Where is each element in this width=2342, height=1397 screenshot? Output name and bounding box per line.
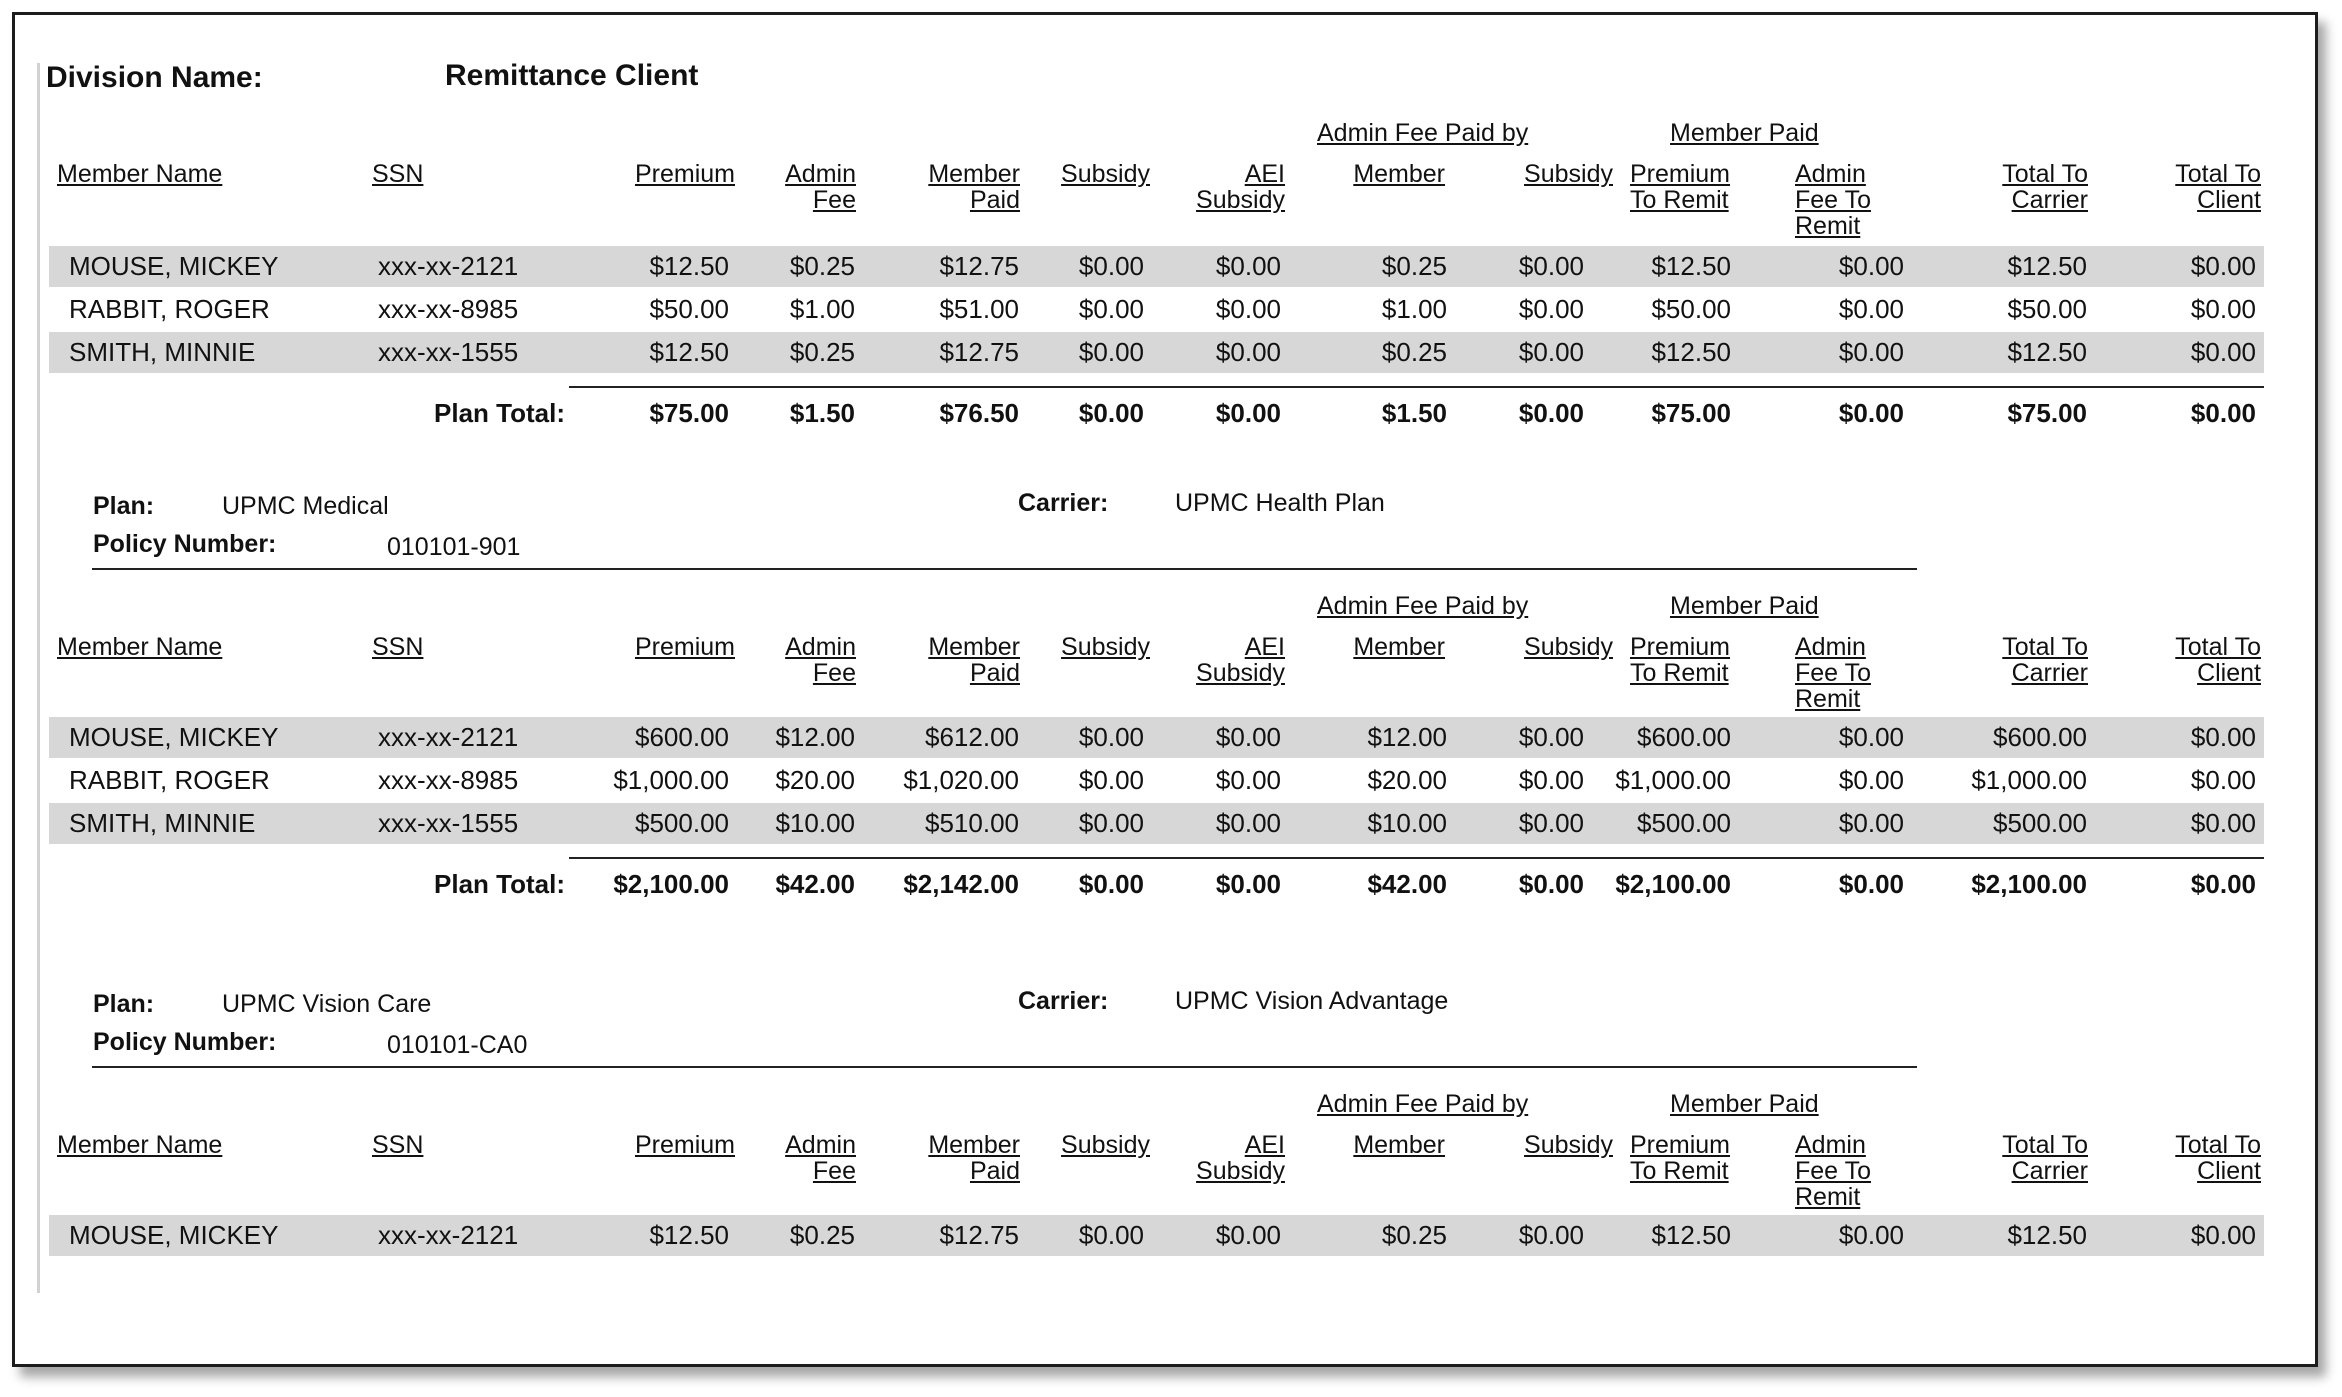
header-line: Subsidy: [1061, 633, 1150, 661]
cell-paid-by-member: $0.25: [1381, 1220, 1447, 1250]
header-line: Premium: [634, 160, 735, 188]
header-line: Fee: [812, 659, 856, 687]
column-header-total-to-carrier: [1955, 161, 2088, 213]
cell-premium: $12.50: [649, 251, 729, 281]
cell-member-name: SMITH, MINNIE: [69, 337, 256, 367]
cell-premium-to-remit: $12.50: [1651, 1220, 1731, 1250]
header-line: Client: [2197, 659, 2261, 687]
policy-number-label: Policy Number:: [93, 1028, 277, 1056]
cell-paid-by-member: $0.25: [1381, 337, 1447, 367]
table-row: [49, 760, 2264, 801]
total-admin-fee: $1.50: [789, 398, 855, 428]
header-line: Premium: [1630, 633, 1731, 661]
header-line: Member: [928, 633, 1020, 661]
total-subsidy: $0.00: [1078, 869, 1144, 899]
cell-admin-fee-to-remit: $0.00: [1838, 808, 1904, 838]
total-premium: $75.00: [649, 398, 729, 428]
header-line: Subsidy: [1524, 160, 1613, 188]
header-line: Subsidy: [1061, 160, 1150, 188]
column-header-total-to-carrier: [1955, 634, 2088, 686]
header-line: Remit: [1795, 1183, 1861, 1211]
cell-total-to-client: $0.00: [2190, 251, 2256, 281]
cell-admin-fee: $0.25: [789, 1220, 855, 1250]
total-total-to-client: $0.00: [2190, 398, 2256, 428]
cell-aei-subsidy: $0.00: [1215, 294, 1281, 324]
cell-ssn: xxx-xx-2121: [378, 251, 519, 281]
total-paid-by-member: $42.00: [1367, 869, 1447, 899]
column-header-premium-to-remit: [1630, 161, 1780, 213]
column-header-paid-by-member: [1315, 161, 1445, 187]
header-line: Member Name: [57, 160, 223, 188]
cell-admin-fee-to-remit: $0.00: [1838, 765, 1904, 795]
column-header-member-name: [57, 634, 297, 660]
column-header-aei-subsidy: [1165, 634, 1285, 686]
total-subsidy: $0.00: [1078, 398, 1144, 428]
cell-subsidy: $0.00: [1078, 722, 1144, 752]
header-line: Admin: [785, 1131, 856, 1159]
column-header-subsidy: [1025, 634, 1150, 660]
cell-member-paid: $12.75: [939, 337, 1019, 367]
header-line: Total To: [2175, 1131, 2261, 1159]
cell-premium-to-remit: $1,000.00: [1615, 765, 1731, 795]
column-header-total-to-client: [2115, 634, 2261, 686]
table-row: [49, 717, 2264, 758]
cell-premium: $50.00: [649, 294, 729, 324]
header-line: Carrier: [2011, 659, 2088, 687]
cell-paid-by-subsidy: $0.00: [1518, 294, 1584, 324]
cell-total-to-client: $0.00: [2190, 808, 2256, 838]
cell-member-paid: $1,020.00: [903, 765, 1019, 795]
header-line: Admin: [1795, 1131, 1866, 1159]
cell-member-name: MOUSE, MICKEY: [69, 1220, 279, 1250]
cell-paid-by-subsidy: $0.00: [1518, 722, 1584, 752]
header-group-member-paid: Member Paid: [1670, 119, 1819, 147]
plan-name: UPMC Medical: [222, 492, 389, 520]
header-line: Client: [2197, 1157, 2261, 1185]
plan-info-rule: [92, 568, 1917, 570]
total-paid-by-member: $1.50: [1381, 398, 1447, 428]
header-line: Client: [2197, 186, 2261, 214]
header-line: Subsidy: [1524, 1131, 1613, 1159]
column-header-paid-by-member: [1315, 1132, 1445, 1158]
cell-paid-by-subsidy: $0.00: [1518, 1220, 1584, 1250]
total-member-paid: $2,142.00: [903, 869, 1019, 899]
cell-ssn: xxx-xx-8985: [378, 294, 519, 324]
table-row: [49, 332, 2264, 373]
column-header-ssn: [372, 1132, 492, 1158]
header-group-member-paid: Member Paid: [1670, 1090, 1819, 1118]
cell-total-to-client: $0.00: [2190, 294, 2256, 324]
header-line: Member: [1353, 633, 1445, 661]
total-rule: [569, 857, 2264, 859]
total-paid-by-subsidy: $0.00: [1518, 869, 1584, 899]
carrier-label: Carrier:: [1018, 489, 1109, 517]
header-group-member-paid: Member Paid: [1670, 592, 1819, 620]
column-header-admin-fee: [735, 634, 856, 686]
column-header-ssn: [372, 634, 492, 660]
cell-member-paid: $510.00: [925, 808, 1019, 838]
header-line: Premium: [1630, 160, 1731, 188]
header-line: Premium: [634, 633, 735, 661]
header-line: Subsidy: [1524, 633, 1613, 661]
cell-premium: $12.50: [649, 1220, 729, 1250]
column-header-paid-by-subsidy: [1475, 634, 1613, 660]
cell-paid-by-subsidy: $0.00: [1518, 808, 1584, 838]
column-header-premium-to-remit: [1630, 1132, 1780, 1184]
cell-aei-subsidy: $0.00: [1215, 1220, 1281, 1250]
cell-subsidy: $0.00: [1078, 337, 1144, 367]
header-line: AEI: [1244, 1131, 1285, 1159]
column-header-subsidy: [1025, 161, 1150, 187]
plan-name: UPMC Vision Care: [222, 990, 432, 1018]
header-line: Subsidy: [1061, 1131, 1150, 1159]
column-header-member-paid: [875, 1132, 1020, 1184]
cell-subsidy: $0.00: [1078, 808, 1144, 838]
cell-member-name: SMITH, MINNIE: [69, 808, 256, 838]
header-line: Member: [1353, 1131, 1445, 1159]
cell-premium: $500.00: [635, 808, 729, 838]
cell-ssn: xxx-xx-2121: [378, 1220, 519, 1250]
cell-paid-by-subsidy: $0.00: [1518, 765, 1584, 795]
cell-admin-fee-to-remit: $0.00: [1838, 722, 1904, 752]
carrier-name: UPMC Vision Advantage: [1175, 987, 1449, 1015]
header-line: Member Name: [57, 633, 223, 661]
table-row: [49, 246, 2264, 287]
total-admin-fee: $42.00: [775, 869, 855, 899]
cell-member-name: RABBIT, ROGER: [69, 765, 270, 795]
header-line: Total To: [2175, 633, 2261, 661]
cell-aei-subsidy: $0.00: [1215, 808, 1281, 838]
cell-ssn: xxx-xx-2121: [378, 722, 519, 752]
column-header-premium-to-remit: [1630, 634, 1780, 686]
policy-number-label: Policy Number:: [93, 530, 277, 558]
total-aei-subsidy: $0.00: [1215, 398, 1281, 428]
cell-ssn: xxx-xx-1555: [378, 337, 519, 367]
cell-aei-subsidy: $0.00: [1215, 251, 1281, 281]
total-premium-to-remit: $2,100.00: [1615, 869, 1731, 899]
total-total-to-carrier: $2,100.00: [1971, 869, 2087, 899]
cell-paid-by-member: $20.00: [1367, 765, 1447, 795]
header-line: Remit: [1795, 212, 1861, 240]
cell-admin-fee-to-remit: $0.00: [1838, 1220, 1904, 1250]
column-header-admin-fee-to-remit: [1795, 634, 1925, 712]
column-header-total-to-client: [2115, 1132, 2261, 1184]
column-header-premium: [575, 1132, 735, 1158]
column-header-admin-fee: [735, 1132, 856, 1184]
column-header-admin-fee-to-remit: [1795, 161, 1925, 239]
header-line: Fee: [812, 186, 856, 214]
header-line: SSN: [372, 160, 424, 188]
cell-premium-to-remit: $50.00: [1651, 294, 1731, 324]
cell-aei-subsidy: $0.00: [1215, 765, 1281, 795]
column-header-paid-by-subsidy: [1475, 1132, 1613, 1158]
cell-paid-by-subsidy: $0.00: [1518, 337, 1584, 367]
header-line: Fee To: [1795, 1157, 1871, 1185]
cell-admin-fee-to-remit: $0.00: [1838, 251, 1904, 281]
cell-admin-fee-to-remit: $0.00: [1838, 294, 1904, 324]
header-line: Total To: [2002, 160, 2088, 188]
table-row: [49, 803, 2264, 844]
cell-total-to-carrier: $12.50: [2007, 337, 2087, 367]
cell-admin-fee-to-remit: $0.00: [1838, 337, 1904, 367]
cell-aei-subsidy: $0.00: [1215, 337, 1281, 367]
header-line: Member: [928, 1131, 1020, 1159]
carrier-name: UPMC Health Plan: [1175, 489, 1385, 517]
cell-paid-by-member: $0.25: [1381, 251, 1447, 281]
plan-total-label: Plan Total:: [434, 869, 565, 899]
header-line: Premium: [1630, 1131, 1731, 1159]
header-line: Paid: [969, 659, 1020, 687]
cell-member-paid: $51.00: [939, 294, 1019, 324]
cell-premium-to-remit: $12.50: [1651, 251, 1731, 281]
cell-paid-by-member: $1.00: [1381, 294, 1447, 324]
cell-ssn: xxx-xx-1555: [378, 808, 519, 838]
header-line: Fee To: [1795, 659, 1871, 687]
header-line: Admin: [785, 160, 856, 188]
cell-member-paid: $12.75: [939, 1220, 1019, 1250]
cell-total-to-client: $0.00: [2190, 722, 2256, 752]
cell-aei-subsidy: $0.00: [1215, 722, 1281, 752]
column-header-admin-fee: [735, 161, 856, 213]
header-group-admin-fee-paid-by: Admin Fee Paid by: [1317, 1090, 1529, 1118]
cell-total-to-client: $0.00: [2190, 765, 2256, 795]
cell-paid-by-member: $10.00: [1367, 808, 1447, 838]
cell-member-name: MOUSE, MICKEY: [69, 722, 279, 752]
total-admin-fee-to-remit: $0.00: [1838, 398, 1904, 428]
header-line: Total To: [2002, 1131, 2088, 1159]
cell-admin-fee: $10.00: [775, 808, 855, 838]
header-line: AEI: [1244, 160, 1285, 188]
column-header-paid-by-member: [1315, 634, 1445, 660]
total-admin-fee-to-remit: $0.00: [1838, 869, 1904, 899]
cell-premium: $1,000.00: [613, 765, 729, 795]
header-line: Subsidy: [1196, 659, 1285, 687]
header-line: AEI: [1244, 633, 1285, 661]
cell-total-to-carrier: $12.50: [2007, 1220, 2087, 1250]
total-member-paid: $76.50: [939, 398, 1019, 428]
plan-info-rule: [92, 1066, 1917, 1068]
cell-member-name: MOUSE, MICKEY: [69, 251, 279, 281]
cell-premium-to-remit: $500.00: [1637, 808, 1731, 838]
header-line: Member: [928, 160, 1020, 188]
column-header-total-to-client: [2115, 161, 2261, 213]
column-header-total-to-carrier: [1955, 1132, 2088, 1184]
header-line: To Remit: [1630, 1157, 1729, 1185]
total-premium-to-remit: $75.00: [1651, 398, 1731, 428]
cell-admin-fee: $0.25: [789, 337, 855, 367]
total-premium: $2,100.00: [613, 869, 729, 899]
cell-total-to-carrier: $50.00: [2007, 294, 2087, 324]
column-header-premium: [575, 634, 735, 660]
cell-total-to-carrier: $500.00: [1993, 808, 2087, 838]
total-paid-by-subsidy: $0.00: [1518, 398, 1584, 428]
header-group-admin-fee-paid-by: Admin Fee Paid by: [1317, 119, 1529, 147]
cell-member-paid: $612.00: [925, 722, 1019, 752]
plan-label: Plan:: [93, 990, 155, 1018]
header-line: Remit: [1795, 685, 1861, 713]
total-rule: [569, 386, 2264, 388]
header-line: Total To: [2002, 633, 2088, 661]
header-group-admin-fee-paid-by: Admin Fee Paid by: [1317, 592, 1529, 620]
column-header-member-paid: [875, 634, 1020, 686]
cell-paid-by-subsidy: $0.00: [1518, 251, 1584, 281]
header-line: Carrier: [2011, 186, 2088, 214]
cell-total-to-client: $0.00: [2190, 1220, 2256, 1250]
cell-total-to-carrier: $12.50: [2007, 251, 2087, 281]
header-line: SSN: [372, 633, 424, 661]
policy-number: 010101-CA0: [387, 1031, 528, 1059]
cell-total-to-client: $0.00: [2190, 337, 2256, 367]
table-row: [49, 1215, 2264, 1256]
header-line: Paid: [969, 1157, 1020, 1185]
cell-premium: $12.50: [649, 337, 729, 367]
cell-admin-fee: $0.25: [789, 251, 855, 281]
header-line: Subsidy: [1196, 1157, 1285, 1185]
column-header-aei-subsidy: [1165, 161, 1285, 213]
cell-premium-to-remit: $12.50: [1651, 337, 1731, 367]
header-line: Admin: [785, 633, 856, 661]
carrier-label: Carrier:: [1018, 987, 1109, 1015]
header-line: Member: [1353, 160, 1445, 188]
cell-admin-fee: $12.00: [775, 722, 855, 752]
division-label: Division Name:: [46, 61, 263, 94]
header-line: To Remit: [1630, 186, 1729, 214]
header-line: Carrier: [2011, 1157, 2088, 1185]
header-line: Member Name: [57, 1131, 223, 1159]
column-header-member-paid: [875, 161, 1020, 213]
plan-label: Plan:: [93, 492, 155, 520]
policy-number: 010101-901: [387, 533, 521, 561]
cell-premium-to-remit: $600.00: [1637, 722, 1731, 752]
column-header-ssn: [372, 161, 492, 187]
total-total-to-carrier: $75.00: [2007, 398, 2087, 428]
header-line: Fee: [812, 1157, 856, 1185]
report-page: [12, 12, 2318, 1367]
cell-member-name: RABBIT, ROGER: [69, 294, 270, 324]
cell-ssn: xxx-xx-8985: [378, 765, 519, 795]
table-row: [49, 289, 2264, 330]
header-line: Subsidy: [1196, 186, 1285, 214]
column-header-admin-fee-to-remit: [1795, 1132, 1925, 1210]
column-header-premium: [575, 161, 735, 187]
header-line: Paid: [969, 186, 1020, 214]
cell-admin-fee: $20.00: [775, 765, 855, 795]
division-name: Remittance Client: [445, 59, 699, 92]
header-line: SSN: [372, 1131, 424, 1159]
cell-subsidy: $0.00: [1078, 765, 1144, 795]
cell-member-paid: $12.75: [939, 251, 1019, 281]
cell-total-to-carrier: $600.00: [1993, 722, 2087, 752]
column-header-subsidy: [1025, 1132, 1150, 1158]
total-total-to-client: $0.00: [2190, 869, 2256, 899]
header-line: Admin: [1795, 633, 1866, 661]
cell-paid-by-member: $12.00: [1367, 722, 1447, 752]
column-header-aei-subsidy: [1165, 1132, 1285, 1184]
header-line: Admin: [1795, 160, 1866, 188]
header-line: Total To: [2175, 160, 2261, 188]
column-header-member-name: [57, 1132, 297, 1158]
cell-subsidy: $0.00: [1078, 294, 1144, 324]
cell-subsidy: $0.00: [1078, 251, 1144, 281]
header-line: To Remit: [1630, 659, 1729, 687]
header-line: Fee To: [1795, 186, 1871, 214]
cell-subsidy: $0.00: [1078, 1220, 1144, 1250]
cell-total-to-carrier: $1,000.00: [1971, 765, 2087, 795]
plan-total-label: Plan Total:: [434, 398, 565, 428]
column-header-member-name: [57, 161, 297, 187]
margin-line: [37, 63, 40, 1293]
column-header-paid-by-subsidy: [1475, 161, 1613, 187]
cell-premium: $600.00: [635, 722, 729, 752]
cell-admin-fee: $1.00: [789, 294, 855, 324]
header-line: Premium: [634, 1131, 735, 1159]
total-aei-subsidy: $0.00: [1215, 869, 1281, 899]
